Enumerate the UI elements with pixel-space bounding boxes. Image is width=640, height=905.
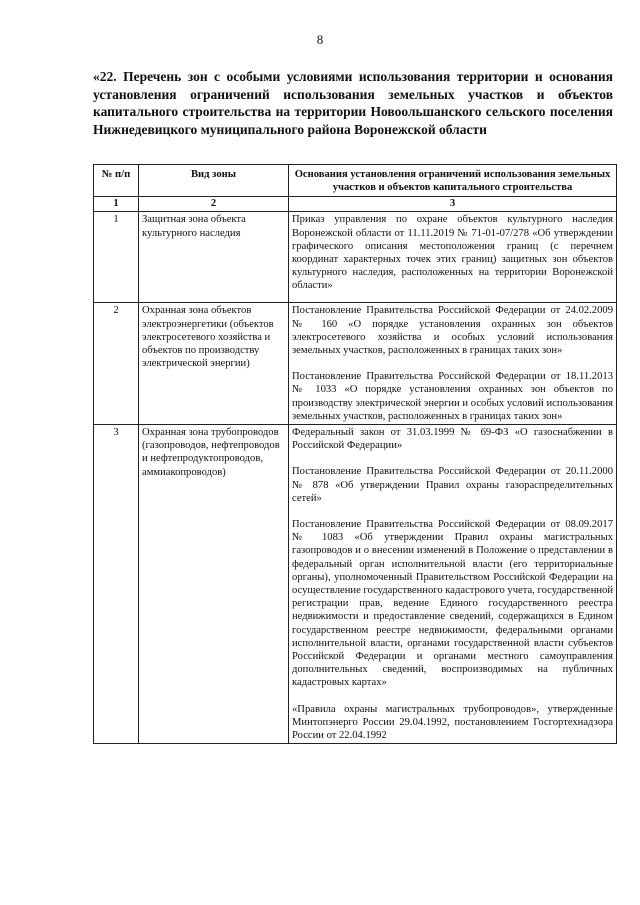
row-number: 1 [94,212,139,303]
basis-paragraph: Федеральный закон от 31.03.1999 № 69-ФЗ «О газоснабжении в Российской Федерации» [292,427,613,452]
table-header-row [94,165,617,197]
zone-type: Охранная зона трубопроводов (газопроводов, нефтепроводов и нефтепродуктопроводов, аммиакопроводов) [139,425,289,744]
basis-paragraph: Постановление Правительства Российской Федерации от 08.09.2017 № 1083 «Об утверждении Правил охраны магистральных газопроводов и о внесении изменений в Положение о представлении в федеральный орган исполнительной власти (его территориальные органы), уполномоченный Правительством Российской Федерации на осуществление государственного кадастрового учета, государственной регистрации прав, ведение Единого государственного реестра недвижимости и предоставление сведений, содержащихся в Едином государственном реестре недвижимости, федеральными органами исполнительной власти, органами государственной власти субъектов Российской Федерации и органами местного самоуправления дополнительных сведений, воспроизводимых на публичных кадастровых картах» [292,519,613,689]
zone-type: Защитная зона объекта культурного наследия [139,212,289,303]
column-number: 1 [94,197,139,212]
zone-type: Охранная зона объектов электроэнергетики (объектов электросетевого хозяйства и объектов по производству электрической энергии) [139,303,289,425]
basis-paragraph: Постановление Правительства Российской Федерации от 24.02.2009 № 160 «О порядке установления охранных зон объектов электросетевого хозяйства и особых условий использования земельных участков, расположенных в границах таких зон» [292,305,613,357]
header-num: № п/п [94,165,139,197]
column-number: 2 [139,197,289,212]
zone-basis [289,212,617,303]
basis-paragraph: «Правила охраны магистральных трубопроводов», утвержденные Минтопэнерго России 29.04.1992, постановлением Госгортехнадзора России от 22.04.1992 [292,703,613,742]
basis-paragraph: Приказ управления по охране объектов культурного наследия Воронежской области от 11.11.2019 № 71-01-07/278 «Об утверждении графического описания местоположения границ (с перечнем координат характерных точек этих границ) защитных зон объектов культурного наследия, расположенных на территории Воронежской области» [292,214,613,292]
header-basis: Основания установления ограничений использования земельных участков и объектов капитального строительства [289,165,617,197]
zone-basis [289,303,617,425]
zone-basis [289,425,617,744]
column-number-row [94,197,617,212]
page-number: 8 [316,32,324,47]
column-number: 3 [289,197,617,212]
header-zone: Вид зоны [139,165,289,197]
document-heading: «22. Перечень зон с особыми условиями использования территории и основания установления ограничений использования земельных участков и объектов капитального строительства на территории Новоольшанского сельского поселения Нижнедевицкого муниципального района Воронежской области [93,69,613,137]
row-number: 2 [94,303,139,425]
basis-paragraph: Постановление Правительства Российской Федерации от 20.11.2000 № 878 «Об утверждении Правил охраны газораспределительных сетей» [292,466,613,504]
table-row [94,212,617,303]
row-number: 3 [94,425,139,744]
zones-table [93,164,617,744]
basis-paragraph: Постановление Правительства Российской Федерации от 18.11.2013 № 1033 «О порядке установления охранных зон объектов по производству электрической энергии и особых условий использования земельных участков, расположенных в границах таких зон» [292,371,613,422]
table-row [94,425,617,744]
table-row [94,303,617,425]
